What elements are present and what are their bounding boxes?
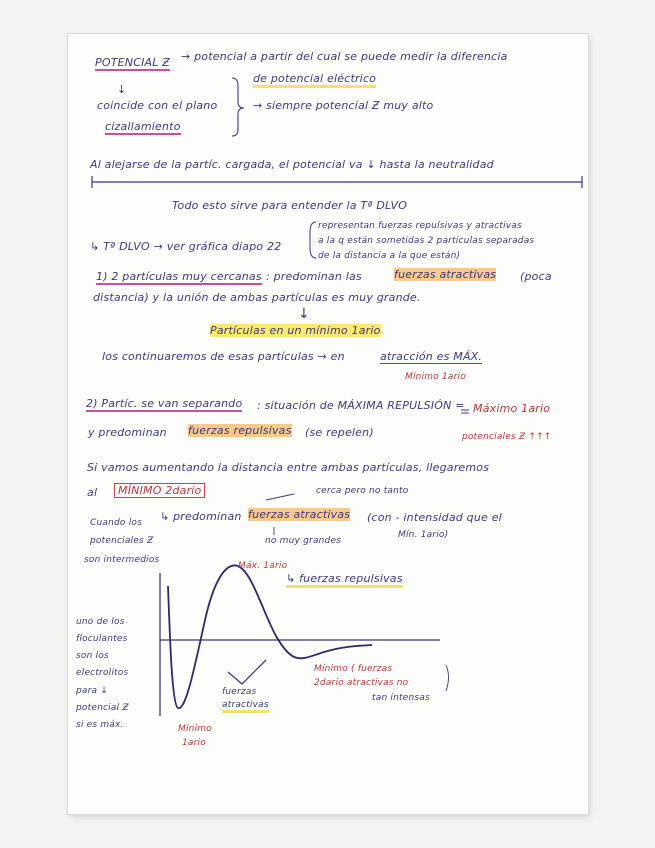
graph-left-note-3: son intermedios — [84, 555, 160, 565]
potencial-z-term: POTENCIAL Ƶ — [95, 56, 170, 69]
min-secundario-note-3: tan intensas — [372, 693, 430, 703]
potencial-definition-line1: → potencial a partir del cual se puede medir la diferencia — [181, 50, 508, 63]
min-secundario-note-1: Mínimo ( fuerzas — [314, 664, 393, 674]
point1-line2: distancia) y la unión de ambas partículas es muy grande. — [93, 291, 421, 304]
min-primario-graph-label-2: 1ario — [182, 738, 206, 748]
dlvo-note-line3: de la distancia a la que están) — [318, 251, 461, 261]
fuerzas-atractivas-label-1: fuerzas — [222, 687, 257, 697]
point2-predominan: y predominan — [88, 426, 167, 439]
graph-left-note-7: electrolitos — [76, 668, 129, 678]
no-muy-grandes: no muy grandes — [265, 536, 342, 546]
point2-fuerzas-repulsivas: fuerzas repulsivas — [188, 424, 292, 437]
fuerzas-repulsivas-label: ↳ fuerzas repulsivas — [286, 572, 403, 585]
potenciales-z-up: potenciales Ƶ ↑↑↑ — [462, 432, 552, 442]
graph-left-note-8: para ↓ — [76, 686, 109, 696]
graph-left-note-2: potenciales Ƶ — [90, 536, 154, 546]
dlvo-note-line1: representan fuerzas repulsivas y atractivas — [318, 221, 522, 231]
fuerzas-atractivas-label-2: atractivas — [222, 700, 269, 710]
point3-intensidad: (con - intensidad que el — [367, 511, 502, 524]
min-primario-graph-label-1: Mínimo — [178, 724, 212, 734]
graph-left-note-4: uno de los — [76, 617, 125, 627]
point3-min-primario: Mín. 1ario) — [398, 530, 449, 540]
todo-esto-sirve: Todo esto sirve para entender la Tª DLVO — [172, 199, 408, 212]
min-secundario-note-2: 2dario atractivas no — [314, 678, 409, 688]
coincide-plano-line1: coincide con el plano — [97, 99, 218, 112]
down-arrow-icon: ↓ — [117, 83, 127, 96]
alejarse-sentence: Al alejarse de la partíc. cargada, el potencial va ↓ hasta la neutralidad — [90, 158, 494, 171]
graph-left-note-5: floculantes — [76, 634, 128, 644]
maximo-primario: Máximo 1ario — [473, 402, 551, 415]
siempre-potencial-alto: → siempre potencial Ƶ muy alto — [253, 99, 434, 112]
point1-fuerzas-atractivas: fuerzas atractivas — [394, 268, 497, 281]
dlvo-heading: ↳ Tª DLVO → ver gráfica diapo 22 — [90, 240, 282, 253]
minimo-primario-note: Mínimo 1ario — [405, 372, 466, 382]
point1-poca: (poca — [520, 270, 552, 283]
minimo-primario-highlight: Partículas en un mínimo 1ario — [210, 324, 381, 337]
point1-title: 1) 2 partículas muy cercanas — [96, 270, 262, 283]
dlvo-note-line2: a la q están sometidas 2 partículas separadas — [318, 236, 535, 246]
atraccion-maxima: atracción es MÁX. — [380, 350, 483, 363]
graph-left-note-1: Cuando los — [90, 518, 142, 528]
down-arrow-icon-2: ↓ — [298, 306, 310, 322]
point2-se-repelen: (se repelen) — [305, 426, 374, 439]
continuaremos-line: los continuaremos de esas partículas → en — [102, 350, 345, 363]
point3-line1: Si vamos aumentando la distancia entre ambas partículas, llegaremos — [87, 461, 490, 474]
point1-predominan: : predominan las — [266, 270, 362, 283]
potencial-definition-line2: de potencial eléctrico — [253, 72, 376, 85]
graph-left-note-6: son los — [76, 651, 109, 661]
point3-predominan: ↳ predominan — [160, 510, 242, 523]
point2-title: 2) Partíc. se van separando — [86, 397, 243, 410]
point3-al: al — [87, 486, 98, 499]
point2-repulsion: : situación de MÁXIMA REPULSIÓN = — [257, 399, 465, 412]
cerca-pero-no-tanto: cerca pero no tanto — [316, 486, 409, 496]
minimo-secundario: MÍNIMO 2dario — [114, 484, 205, 497]
graph-left-note-9: potencial Ƶ — [76, 703, 129, 713]
point3-fuerzas-atractivas: fuerzas atractivas — [248, 508, 351, 521]
graph-left-note-10: si es máx. — [76, 720, 124, 730]
coincide-plano-line2: cizallamiento — [105, 120, 181, 133]
max-primario-label: Máx. 1ario — [238, 561, 288, 571]
